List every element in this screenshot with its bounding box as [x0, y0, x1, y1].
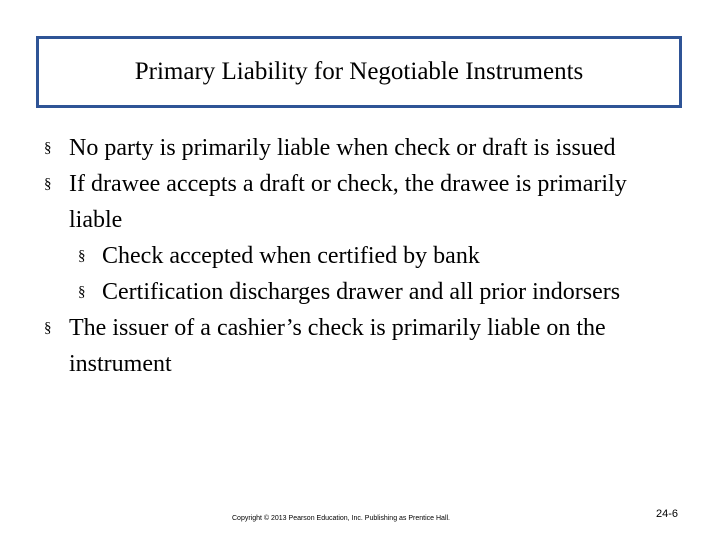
page-number: 24-6: [656, 508, 679, 520]
bullet-marker-icon: §: [78, 284, 86, 300]
slide-title: Primary Liability for Negotiable Instruments: [134, 58, 584, 85]
bullet-text: If drawee accepts a draft or check, the drawee is primarily liable: [69, 171, 627, 233]
bullet-item: [0, 310, 669, 382]
sub-bullet-text: Certification discharges drawer and all prior indorsers: [102, 279, 621, 305]
bullet-marker-icon: §: [44, 140, 52, 156]
bullet-text: The issuer of a cashier’s check is primarily liable on the instrument: [69, 315, 606, 377]
bullet-marker-icon: §: [78, 248, 86, 264]
bullet-list: [0, 130, 720, 382]
sub-bullet-text: Check accepted when certified by bank: [102, 243, 480, 269]
bullet-marker-icon: §: [44, 176, 52, 192]
bullet-item: [0, 130, 669, 166]
slide-title-box: [36, 36, 682, 108]
copyright-footer: Copyright © 2013 Pearson Education, Inc. Publishing as Prentice Hall.: [232, 515, 451, 522]
sub-bullet-item: [0, 274, 662, 310]
bullet-marker-icon: §: [44, 320, 52, 336]
sub-bullet-item: [0, 238, 662, 274]
bullet-text: No party is primarily liable when check or draft is issued: [69, 135, 616, 161]
bullet-item: [0, 166, 669, 238]
